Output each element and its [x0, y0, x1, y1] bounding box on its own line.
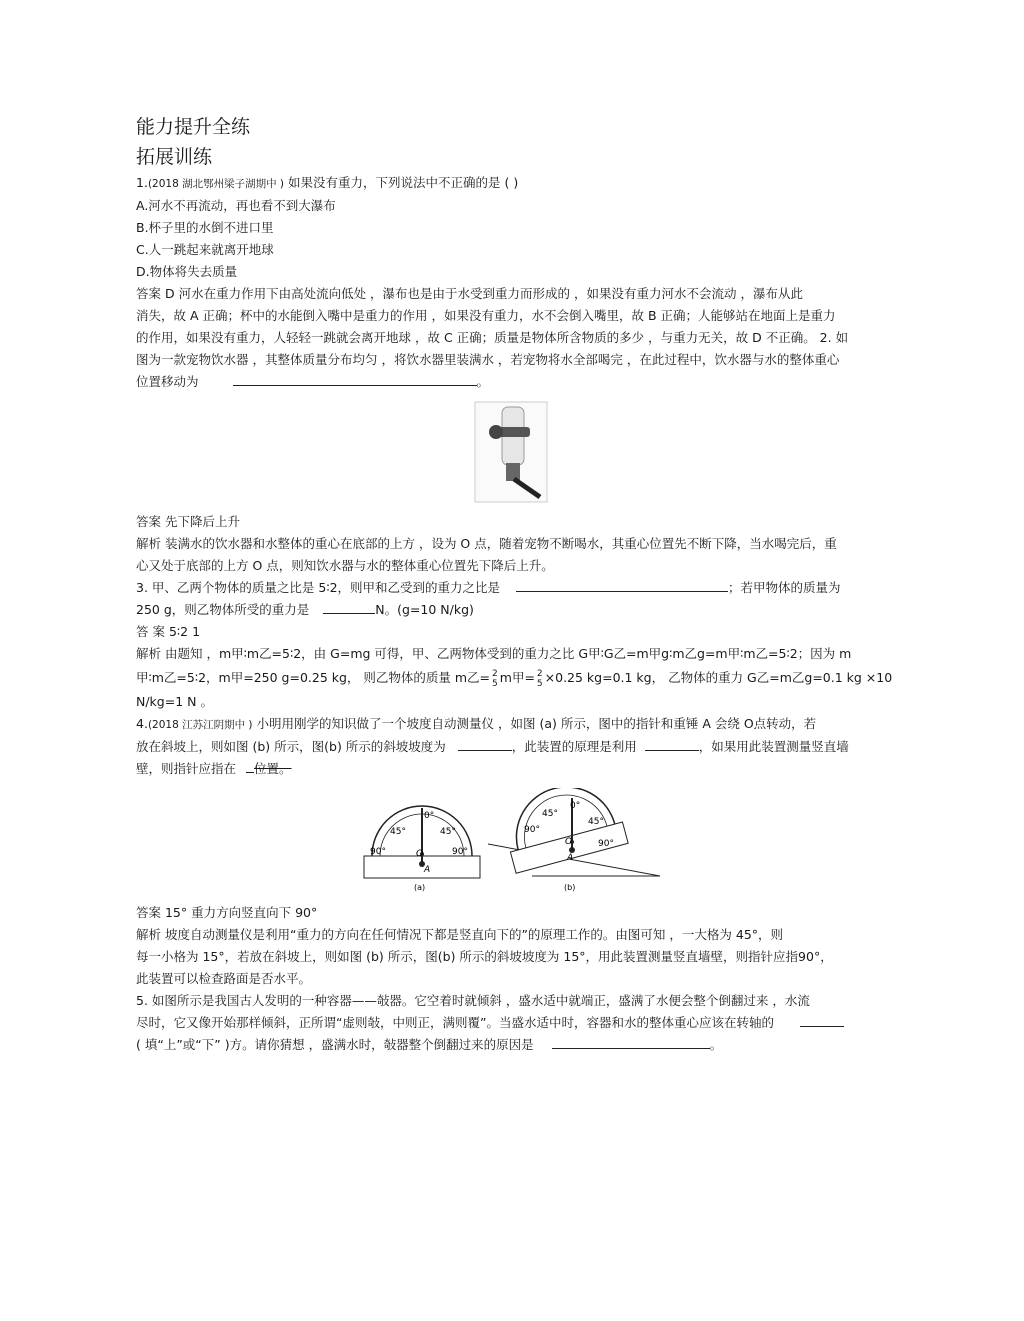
degree-label: 90° [452, 847, 468, 857]
q4-answer: 答案 15° 重力方向竖直向下 90° [136, 905, 318, 920]
q4-source: (2018 江苏江阴期中 ) [147, 719, 253, 731]
fraction-denominator: 5 [492, 678, 498, 689]
q1-option-b: B.杯子里的水倒不进口里 [136, 220, 274, 235]
q3-answer: 答 案 5∶2 1 [136, 624, 201, 639]
fraction-numerator: 2 [536, 668, 543, 679]
degree-label: 0° [570, 801, 581, 811]
slope-meter-b [488, 788, 660, 892]
q2-answer: 答案 先下降后上升 [136, 514, 240, 529]
degree-label: 90° [598, 839, 614, 849]
answer-blank[interactable] [458, 738, 512, 751]
answer-blank[interactable] [800, 1014, 844, 1027]
point-label: A [567, 853, 574, 863]
q3-stem-part: 3. 甲、乙两个物体的质量之比是 5∶2，则甲和乙受到的重力之比是 [136, 580, 501, 595]
slope-meter-figure [362, 788, 662, 894]
q2-stem-end-mark: 。 [476, 374, 490, 389]
q3-stem-part: 250 g，则乙物体所受的重力是 [136, 602, 310, 617]
fraction-denominator: 5 [536, 678, 543, 689]
degree-label: 45° [542, 809, 558, 819]
answer-blank[interactable] [233, 373, 477, 386]
q1-answer-line: 图为一款宠物饮水器 ，其整体质量分布均匀 ，将饮水器里装满水 ，若宠物将水全部喝完 ，在此过程中，饮水器与水的整体重心 [136, 352, 840, 367]
q2-analysis-line: 心又处于底部的上方 O 点，则知饮水器与水的整体重心位置先下降后上升。 [136, 558, 554, 573]
q4-stem [136, 736, 888, 758]
q5-stem [136, 1012, 888, 1034]
q1-option-c: C.人一跳起来就离开地球 [136, 242, 274, 257]
document-page [136, 112, 893, 1056]
figure-label: (b) [564, 883, 576, 892]
q1-answer-line: 答案 D 河水在重力作用下由高处流向低处 ，瀑布也是由于水受到重力而形成的 ，如果没有重力河水不会流动 ，瀑布从此 [136, 286, 803, 301]
answer-blank[interactable] [246, 760, 254, 773]
q4-analysis-line: 每一小格为 15°，若放在斜坡上，则如图 (b) 所示，图(b) 所示的斜坡坡度为 15°，用此装置测量竖直墙壁，则指针应指90°， [136, 949, 833, 964]
degree-label: 45° [588, 817, 604, 827]
q3-analysis-part: ×0.25 kg=0.1 kg， 乙物体的重力 G乙=m乙g=0.1 kg ×10 [544, 670, 893, 685]
q4-stem-part: ，如果用此装置测量竖直墙 [698, 739, 849, 754]
pet-water-bottle-figure [474, 401, 548, 503]
answer-blank[interactable] [645, 738, 699, 751]
point-label: A [424, 865, 431, 875]
q4-stem-part: ，此装置的原理是利用 [511, 739, 637, 754]
q1-source: (2018 湖北鄂州梁子湖期中 ) [147, 178, 285, 190]
q3-stem-part: ；若甲物体的质量为 [728, 580, 841, 595]
degree-label: 90° [524, 825, 540, 835]
degree-label: 45° [440, 827, 456, 837]
q4-stem-text: 小明用刚学的知识做了一个坡度自动测量仪 ，如图 (a) 所示，图中的指针和重锤 A 会绕 O点转动，若 [256, 716, 817, 731]
q1-option-d: D.物体将失去质量 [136, 264, 238, 279]
q4-analysis-line: 解析 坡度自动测量仪是利用“重力的方向在任何情况下都是竖直向下的”的原理工作的。由图可知 ，一大格为 45°，则 [136, 927, 784, 942]
q3-analysis-line: N/kg=1 N 。 [136, 694, 213, 709]
q1-answer-line: 消失，故 A 正确；杯中的水能倒入嘴中是重力的作用 ，如果没有重力，水不会倒入嘴里，故 B 正确；人能够站在地面上是重力 [136, 308, 836, 323]
section-title: 拓展训练 [136, 146, 213, 168]
q5-stem-part: 。 [709, 1037, 723, 1052]
q4-stem [136, 758, 888, 780]
q3-analysis-part: m甲= [499, 670, 535, 685]
q4-stem-part: 放在斜坡上，则如图 (b) 所示，图(b) 所示的斜坡坡度为 [136, 739, 446, 754]
degree-label: 0° [424, 811, 435, 821]
q5-stem-part: 尽时，它又像开始那样倾斜，正所谓“虚则敧，中则正，满则覆”。当盛水适中时，容器和水的整体重心应该在转轴的 [136, 1015, 774, 1030]
degree-label: 45° [390, 827, 406, 837]
q4-analysis-line: 此装置可以检查路面是否水平。 [136, 971, 312, 986]
point-label: O [565, 837, 573, 847]
answer-blank[interactable] [552, 1036, 710, 1049]
q1-number: 1. [136, 175, 148, 190]
point-label: O [416, 849, 424, 859]
fraction [537, 669, 543, 689]
page-title: 能力提升全练 [136, 116, 251, 138]
fraction-numerator: 2 [492, 668, 498, 679]
q3-analysis-line [136, 665, 893, 691]
slope-meter-a [364, 806, 480, 892]
degree-label: 90° [370, 847, 386, 857]
q4-stem-part: 位置。 [254, 761, 292, 776]
q3-stem [136, 577, 888, 599]
q4-number: 4. [136, 716, 148, 731]
q5-stem [136, 1034, 888, 1056]
q5-stem-part: ( 填“上”或“下” )方。请你猜想 ，盛满水时，敧器整个倒翻过来的原因是 [136, 1037, 534, 1052]
q3-stem-part: N。(g=10 N/kg) [375, 602, 474, 617]
fraction [492, 669, 498, 689]
answer-blank[interactable] [516, 579, 728, 592]
q3-stem [136, 599, 888, 621]
q2-stem-end [136, 371, 888, 393]
q4-stem [136, 713, 888, 736]
q2-stem-text: 位置移动为 [136, 374, 199, 389]
q3-analysis-line: 解析 由题知 ，m甲∶m乙=5∶2，由 G=mg 可得，甲、乙两物体受到的重力之比 G甲∶G乙=m甲g∶m乙g=m甲∶m乙=5∶2；因为 m [136, 646, 852, 661]
answer-blank[interactable] [323, 601, 375, 614]
figure-label: (a) [414, 883, 426, 892]
q1-option-a: A.河水不再流动，再也看不到大瀑布 [136, 198, 336, 213]
q3-analysis-part: 甲∶m乙=5∶2，m甲=250 g=0.25 kg， 则乙物体的质量 m乙= [136, 670, 491, 685]
q1-stem-text: 如果没有重力，下列说法中不正确的是 ( ) [288, 175, 519, 190]
q1-answer-line: 的作用，如果没有重力，人轻轻一跳就会离开地球 ，故 C 正确；质量是物体所含物质的多少 ，与重力无关，故 D 不正确。 2. 如 [136, 330, 849, 345]
q4-stem-part: 壁，则指针应指在 [136, 761, 237, 776]
q5-stem: 5. 如图所示是我国古人发明的一种容器——敧器。它空着时就倾斜 ，盛水适中就端正，盛满了水便会整个倒翻过来 ，水流 [136, 993, 810, 1008]
q1-stem [136, 172, 888, 195]
q2-analysis-line: 解析 装满水的饮水器和水整体的重心在底部的上方 ，设为 O 点，随着宠物不断喝水，其重心位置先不断下降，当水喝完后，重 [136, 536, 837, 551]
